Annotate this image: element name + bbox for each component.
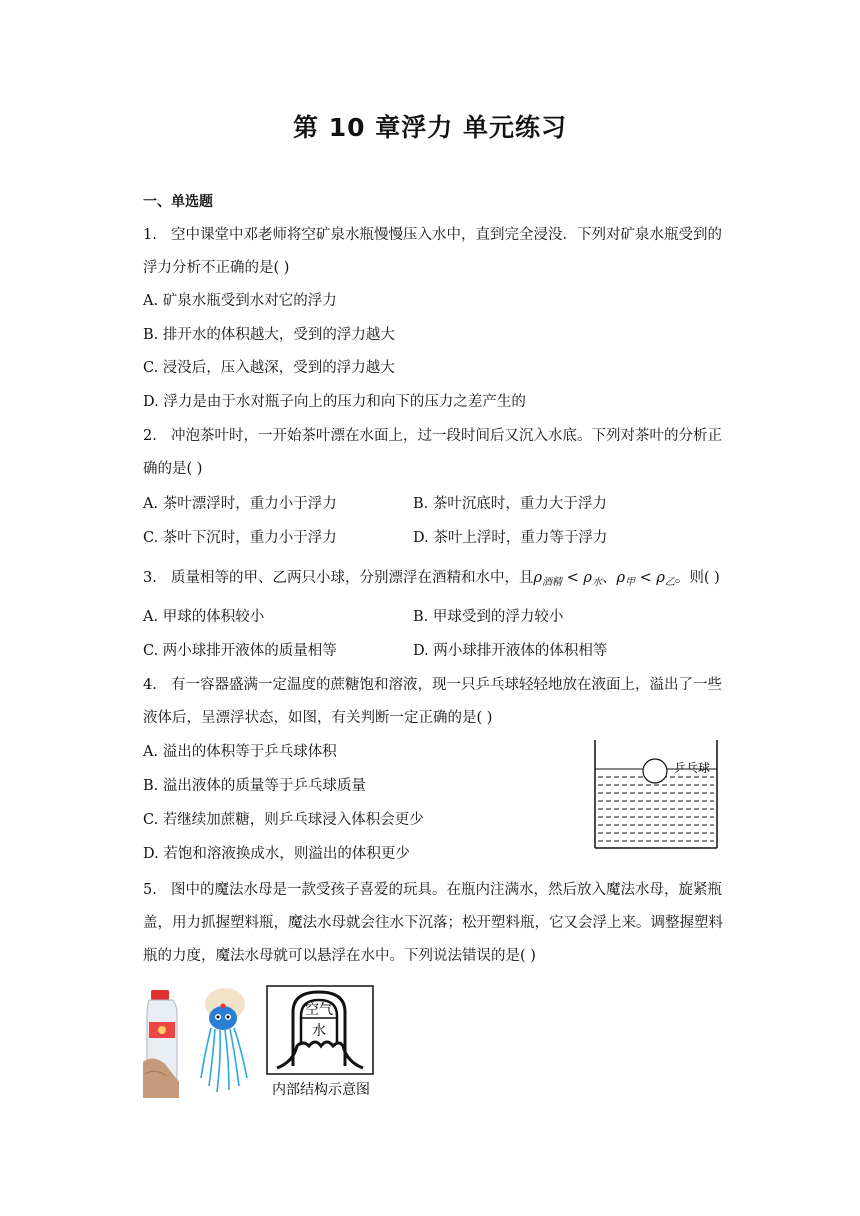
question-number: 5. bbox=[143, 882, 157, 898]
q3-option-c: C. 两小球排开液体的质量相等 bbox=[143, 643, 337, 659]
question-5-line-2: 盖，用力抓握塑料瓶，魔法水母就会往水下沉落；松开塑料瓶，它又会浮上来。调整握塑料 bbox=[143, 915, 723, 931]
q2-option-b: B. 茶叶沉底时，重力大于浮力 bbox=[413, 496, 607, 512]
question-number: 4. bbox=[143, 677, 157, 693]
container-diagram bbox=[592, 738, 722, 850]
question-4-line-2: 液体后，呈漂浮状态，如图，有关判断一定正确的是( ) bbox=[143, 710, 493, 726]
question-1-line-1: 1. 空中课堂中邓老师将空矿泉水瓶慢慢压入水中，直到完全浸没．下列对矿泉水瓶受到的 bbox=[143, 227, 722, 243]
q4-option-a: A. 溢出的体积等于乒乓球体积 bbox=[143, 744, 337, 760]
q2-options-row-2 bbox=[143, 528, 743, 548]
section-heading: 一、单选题 bbox=[143, 194, 213, 210]
q4-option-b: B. 溢出液体的质量等于乒乓球质量 bbox=[143, 778, 366, 794]
q2-option-d: D. 茶叶上浮时，重力等于浮力 bbox=[413, 530, 608, 546]
question-number: 1. bbox=[143, 227, 157, 243]
bottle-photo bbox=[143, 990, 179, 1098]
q2-option-c: C. 茶叶下沉时，重力小于浮力 bbox=[143, 530, 337, 546]
figure-caption: 内部结构示意图 bbox=[272, 1082, 370, 1098]
question-1-line-2: 浮力分析不正确的是( ) bbox=[143, 260, 290, 276]
question-2-line-1: 2. 冲泡茶叶时，一开始茶叶漂在水面上，过一段时间后又沉入水底。下列对茶叶的分析正 bbox=[143, 428, 722, 444]
q1-option-a: A. 矿泉水瓶受到水对它的浮力 bbox=[143, 293, 337, 309]
question-3-line-1: 3. 质量相等的甲、乙两只小球，分别漂浮在酒精和水中，且$\rho_{酒精} < \rho_水$、$\rho_甲 < \rho_乙$。则( ) bbox=[143, 570, 720, 588]
ping-pong-ball bbox=[643, 759, 667, 783]
question-number: 2. bbox=[143, 428, 157, 444]
q2-option-a: A. 茶叶漂浮时，重力小于浮力 bbox=[143, 496, 337, 512]
q3-option-a: A. 甲球的体积较小 bbox=[143, 609, 265, 625]
q1-option-c: C. 浸没后，压入越深，受到的浮力越大 bbox=[143, 360, 395, 376]
water-label: 水 bbox=[312, 1023, 326, 1039]
q3-option-d: D. 两小球排开液体的体积相等 bbox=[413, 643, 608, 659]
page-title: 第 10 章浮力 单元练习 bbox=[293, 113, 567, 142]
internal-structure-diagram bbox=[267, 986, 373, 1074]
question-2-line-2: 确的是( ) bbox=[143, 461, 203, 477]
jellyfish-figure bbox=[143, 982, 378, 1102]
q3-options-row-1 bbox=[143, 607, 743, 627]
air-label: 空气 bbox=[305, 1002, 333, 1018]
container-walls bbox=[595, 740, 717, 848]
q1-option-b: B. 排开水的体积越大，受到的浮力越大 bbox=[143, 327, 395, 343]
question-4-line-1: 4. 有一容器盛满一定温度的蔗糖饱和溶液，现一只乒乓球轻轻地放在液面上，溢出了一些 bbox=[143, 677, 722, 693]
ball-label: 乒乓球 bbox=[674, 761, 711, 775]
liquid-dashes bbox=[598, 777, 714, 841]
q2-options-row-1 bbox=[143, 494, 743, 514]
q3-options-row-2 bbox=[143, 641, 743, 661]
q1-option-d: D. 浮力是由于水对瓶子向上的压力和向下的压力之差产生的 bbox=[143, 394, 526, 410]
q4-option-d: D. 若饱和溶液换成水，则溢出的体积更少 bbox=[143, 846, 410, 862]
q4-option-c: C. 若继续加蔗糖，则乒乓球浸入体积会更少 bbox=[143, 812, 424, 828]
question-5-line-3: 瓶的力度，魔法水母就可以悬浮在水中。下列说法错误的是( ) bbox=[143, 948, 536, 964]
jellyfish-toy-photo bbox=[201, 988, 247, 1092]
question-number: 3. bbox=[143, 570, 157, 586]
question-5-line-1: 5. 图中的魔法水母是一款受孩子喜爱的玩具。在瓶内注满水，然后放入魔法水母，旋紧瓶 bbox=[143, 882, 722, 898]
q3-option-b: B. 甲球受到的浮力较小 bbox=[413, 609, 564, 625]
